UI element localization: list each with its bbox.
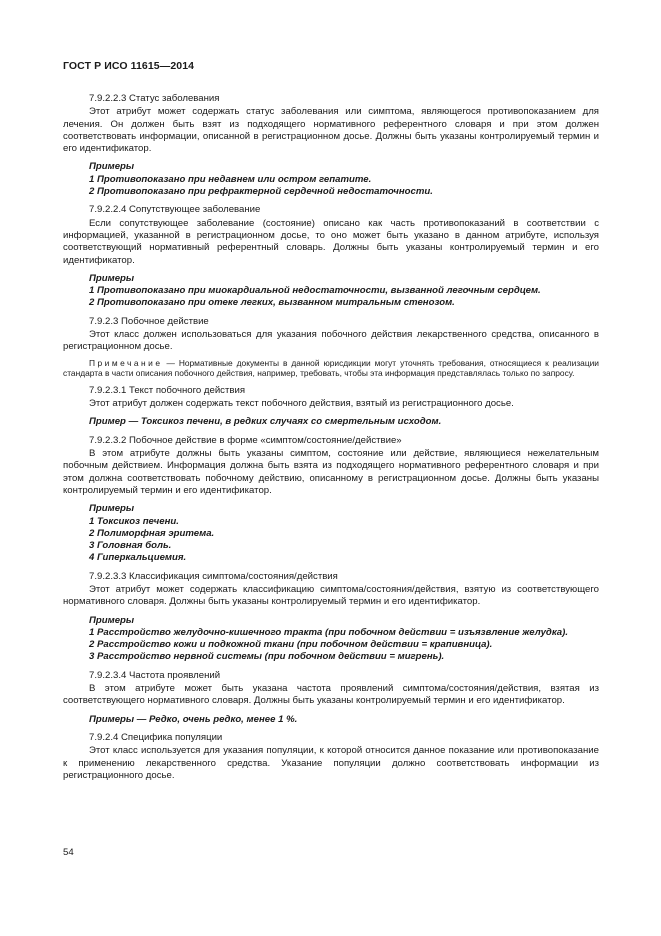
section-body: Этот атрибут может содержать статус заболевания или симптома, являющегося противопоказанием для лечения. Он должен быть взят из подходящего нормативного референтного словаря и при этом должен соответствовать информации, описанной в регистрационном досье. Должны быть указаны контролируемый термин и его идентификатор.	[63, 106, 599, 155]
examples-title: Примеры	[89, 614, 135, 626]
examples-title: Примеры	[89, 161, 135, 173]
examples-block	[63, 273, 599, 310]
document-header: ГОСТ Р ИСО 11615—2014	[63, 60, 195, 72]
section-heading: 7.9.2.3.1 Текст побочного действия	[89, 384, 246, 396]
examples-title: Примеры	[89, 503, 135, 515]
examples-title: Примеры	[89, 272, 135, 284]
section-body: В этом атрибуте должны быть указаны симптом, состояние или действие, являющиеся нежелательным побочным действием. Информация должна быть взята из подходящего нормативного референтного словаря и при этом должна соответствовать побочному действию, описанному в регистрационном досье. Должны быть указаны контролируемый термин и его идентификатор.	[63, 448, 599, 496]
examples-block	[63, 416, 599, 428]
example-item: 1 Токсикоз печени.	[89, 515, 179, 527]
note-text: — Нормативные документы в данной юрисдикции могут уточнять требования, относящиеся к реализации стандарта в части описания побочного действия, например, требовать, чтобы эта информация представлялась только по запросу.	[63, 357, 599, 379]
section-heading: 7.9.2.3.3 Классификация симптома/состояния/действия	[89, 570, 338, 582]
section-heading: 7.9.2.3.4 Частота проявлений	[89, 669, 221, 681]
section-body: Если сопутствующее заболевание (состояние) описано как часть противопоказаний в соответствии с информацией, указанной в регистрационном досье, то оно может быть указано в данном атрибуте, используя соответствующий нормативный референтный словарь. Должны быть указаны контролируемый термин и его идентификатор.	[63, 217, 599, 266]
page-content	[63, 93, 599, 786]
example-item: 4 Гиперкальциемия.	[89, 552, 187, 564]
example-item: Примеры — Редко, очень редко, менее 1 %.	[89, 713, 298, 725]
examples-block	[63, 714, 599, 726]
example-item: 1 Расстройство желудочно-кишечного тракта (при побочном действии = изъязвление желудка).	[89, 626, 569, 638]
examples-block	[63, 615, 599, 664]
page-number: 54	[63, 847, 74, 858]
section-heading: 7.9.2.3 Побочное действие	[89, 315, 209, 327]
example-item: 3 Расстройство нервной системы (при побочном действии = мигрень).	[89, 651, 445, 663]
example-item: Пример — Токсикоз печени, в редких случаях со смертельным исходом.	[89, 416, 442, 428]
section-body: Этот класс используется для указания популяции, к которой относится данное показание или противопоказание к применению лекарственного средства. Указание популяции должно соответствовать информации из регистрационного досье.	[63, 745, 599, 781]
section-body: Этот класс должен использоваться для указания побочного действия лекарственного средства, описанного в регистрационном досье.	[63, 329, 599, 353]
section-heading: 7.9.2.2.4 Сопутствующее заболевание	[89, 204, 261, 216]
section-heading: 7.9.2.2.3 Статус заболевания	[89, 93, 220, 104]
note-paragraph	[63, 358, 599, 379]
example-item: 1 Противопоказано при миокардиальной недостаточности, вызванной легочным сердцем.	[89, 285, 541, 297]
example-item: 1 Противопоказано при недавнем или остром гепатите.	[89, 173, 372, 185]
section-heading: 7.9.2.4 Специфика популяции	[89, 731, 223, 743]
section-body: В этом атрибуте может быть указана частота проявлений симптома/состояния/действия, взятая из соответствующего нормативного словаря. Должны быть указаны контролируемый термин и его идентификатор.	[63, 683, 599, 707]
examples-block	[63, 161, 599, 198]
example-item: 3 Головная боль.	[89, 540, 172, 552]
example-item: 2 Противопоказано при отеке легких, вызванном митральным стенозом.	[89, 297, 455, 309]
section-body: Этот атрибут может содержать классификацию симптома/состояния/действия, взятую из соответствующего нормативного словаря. Должны быть указаны контролируемый термин и его идентификатор.	[63, 583, 599, 608]
section-heading: 7.9.2.3.2 Побочное действие в форме «симптом/состояние/действие»	[89, 434, 402, 446]
example-item: 2 Противопоказано при рефрактерной сердечной недостаточности.	[89, 186, 433, 198]
example-item: 2 Расстройство кожи и подкожной ткани (при побочном действии = крапивница).	[89, 639, 493, 651]
example-item: 2 Полиморфная эритема.	[89, 527, 215, 539]
note-label: Примечание	[89, 357, 163, 368]
section-body: Этот атрибут должен содержать текст побочного действия, взятый из регистрационного досье.	[89, 398, 514, 410]
examples-block	[63, 503, 599, 564]
